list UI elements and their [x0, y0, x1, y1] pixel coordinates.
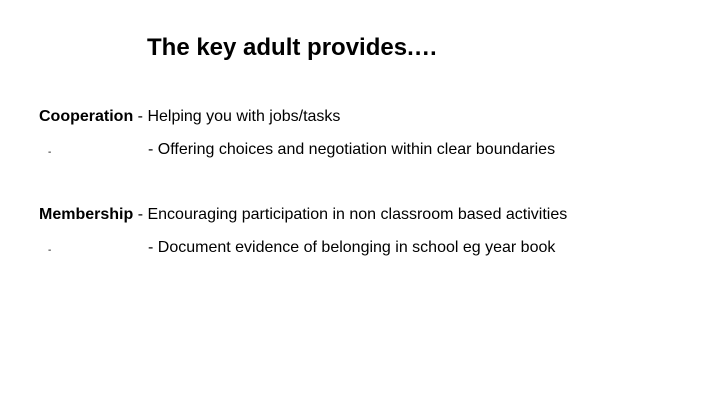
- membership-first-item: - Encouraging participation in non classroom based activities: [133, 206, 568, 223]
- cooperation-first-item: - Helping you with jobs/tasks: [133, 108, 341, 125]
- membership-bullet-marker: -: [48, 245, 52, 256]
- membership-term: Membership: [39, 206, 134, 223]
- cooperation-bullet-marker: -: [48, 147, 52, 158]
- cooperation-second-item: - Offering choices and negotiation within clear boundaries: [148, 141, 556, 158]
- slide-title: The key adult provides.…: [147, 34, 438, 61]
- membership-second-item: - Document evidence of belonging in school eg year book: [148, 239, 556, 256]
- cooperation-line: [39, 107, 340, 127]
- membership-line: [39, 205, 567, 225]
- cooperation-term: Cooperation: [39, 108, 134, 125]
